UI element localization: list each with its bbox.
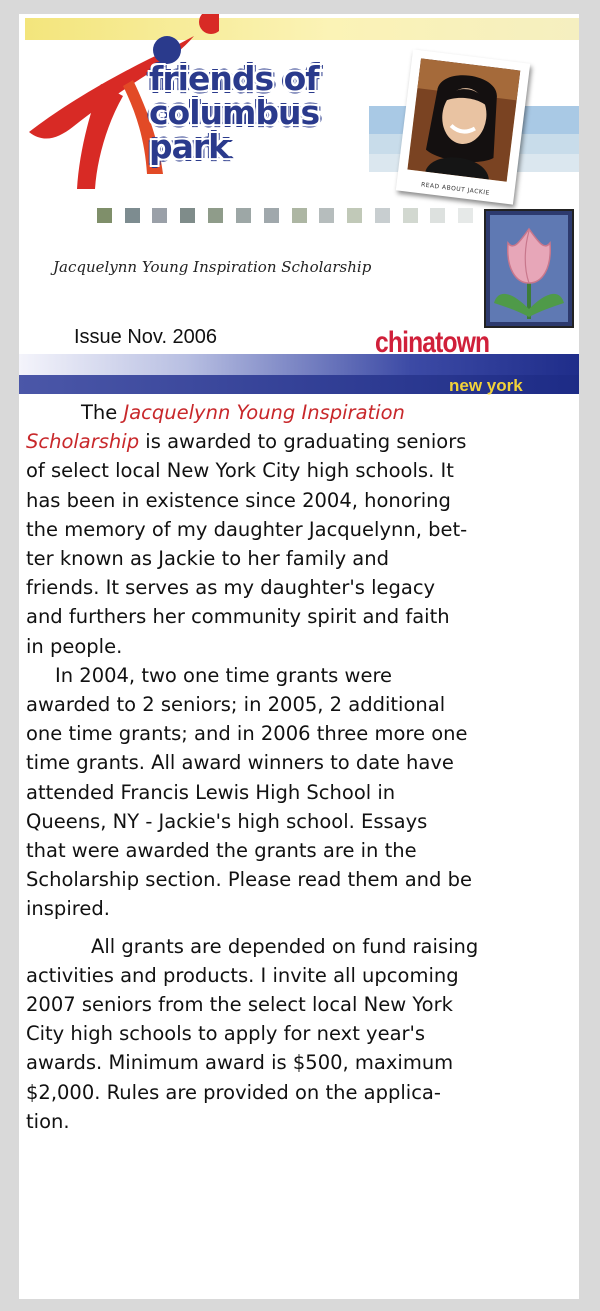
issue-date: Issue Nov. 2006 xyxy=(74,326,218,348)
square xyxy=(125,208,140,223)
square xyxy=(236,208,251,223)
text-line: has been in existence since 2004, honoring xyxy=(26,489,451,512)
square xyxy=(403,208,418,223)
text-line: and furthers her community spirit and faith xyxy=(26,605,450,628)
scholarship-title: Jacquelynn Young Inspiration Scholarship xyxy=(53,258,372,276)
newsletter-frame xyxy=(19,14,579,1299)
text-line: activities and products. I invite all upcoming xyxy=(26,964,459,987)
square xyxy=(208,208,223,223)
text-line: in people. xyxy=(26,635,123,658)
text-line: of select local New York City high schools. It xyxy=(26,459,454,482)
scholarship-name-highlight: Jacquelynn Young Inspiration xyxy=(123,401,405,424)
text-line: All grants are depended on fund raising xyxy=(91,935,479,958)
text-line: Scholarship section. Please read them and be xyxy=(26,868,472,891)
text-line: attended Francis Lewis High School in xyxy=(26,781,396,804)
square xyxy=(97,208,112,223)
square xyxy=(458,208,473,223)
text-segment: is awarded to graduating seniors xyxy=(139,430,467,453)
scholarship-name-highlight: Scholarship xyxy=(26,430,140,453)
text-line xyxy=(26,427,466,456)
square xyxy=(347,208,362,223)
text-line: that were awarded the grants are in the xyxy=(26,839,417,862)
logo-line: columbus xyxy=(149,93,320,132)
text-line: the memory of my daughter Jacquelynn, bet- xyxy=(26,518,468,541)
text-line: In 2004, two one time grants were xyxy=(55,664,393,687)
text-line: inspired. xyxy=(26,897,110,920)
square xyxy=(319,208,334,223)
text-line xyxy=(81,398,405,427)
text-line: Queens, NY - Jackie's high school. Essays xyxy=(26,810,428,833)
location-main: chinatown xyxy=(375,326,490,359)
tulip-icon xyxy=(486,211,572,326)
logo-line: friends of xyxy=(149,59,319,98)
square xyxy=(264,208,279,223)
tulip-box xyxy=(484,209,574,328)
jackie-photo-card[interactable] xyxy=(396,49,530,204)
text-line: awards. Minimum award is $500, maximum xyxy=(26,1051,454,1074)
text-line: ter known as Jackie to her family and xyxy=(26,547,389,570)
square xyxy=(152,208,167,223)
portrait-icon xyxy=(407,58,520,181)
text-line: friends. It serves as my daughter's legacy xyxy=(26,576,436,599)
text-line: 2007 seniors from the select local New York xyxy=(26,993,453,1016)
square xyxy=(430,208,445,223)
text-line: awarded to 2 seniors; in 2005, 2 additional xyxy=(26,693,446,716)
text-line: City high schools to apply for next year's xyxy=(26,1022,426,1045)
text-line: one time grants; and in 2006 three more one xyxy=(26,722,468,745)
logo-line: park xyxy=(149,127,230,166)
text-line: $2,000. Rules are provided on the applica- xyxy=(26,1081,441,1104)
logo-wordmark xyxy=(149,59,359,166)
photo-caption[interactable]: READ ABOUT JACKIE xyxy=(420,181,491,197)
square xyxy=(180,208,195,223)
square xyxy=(292,208,307,223)
text-line: time grants. All award winners to date have xyxy=(26,751,454,774)
jackie-photo xyxy=(407,58,520,181)
text-line: tion. xyxy=(26,1110,70,1133)
text-segment: The xyxy=(81,401,124,424)
square xyxy=(375,208,390,223)
location-sub: new york xyxy=(449,376,523,395)
